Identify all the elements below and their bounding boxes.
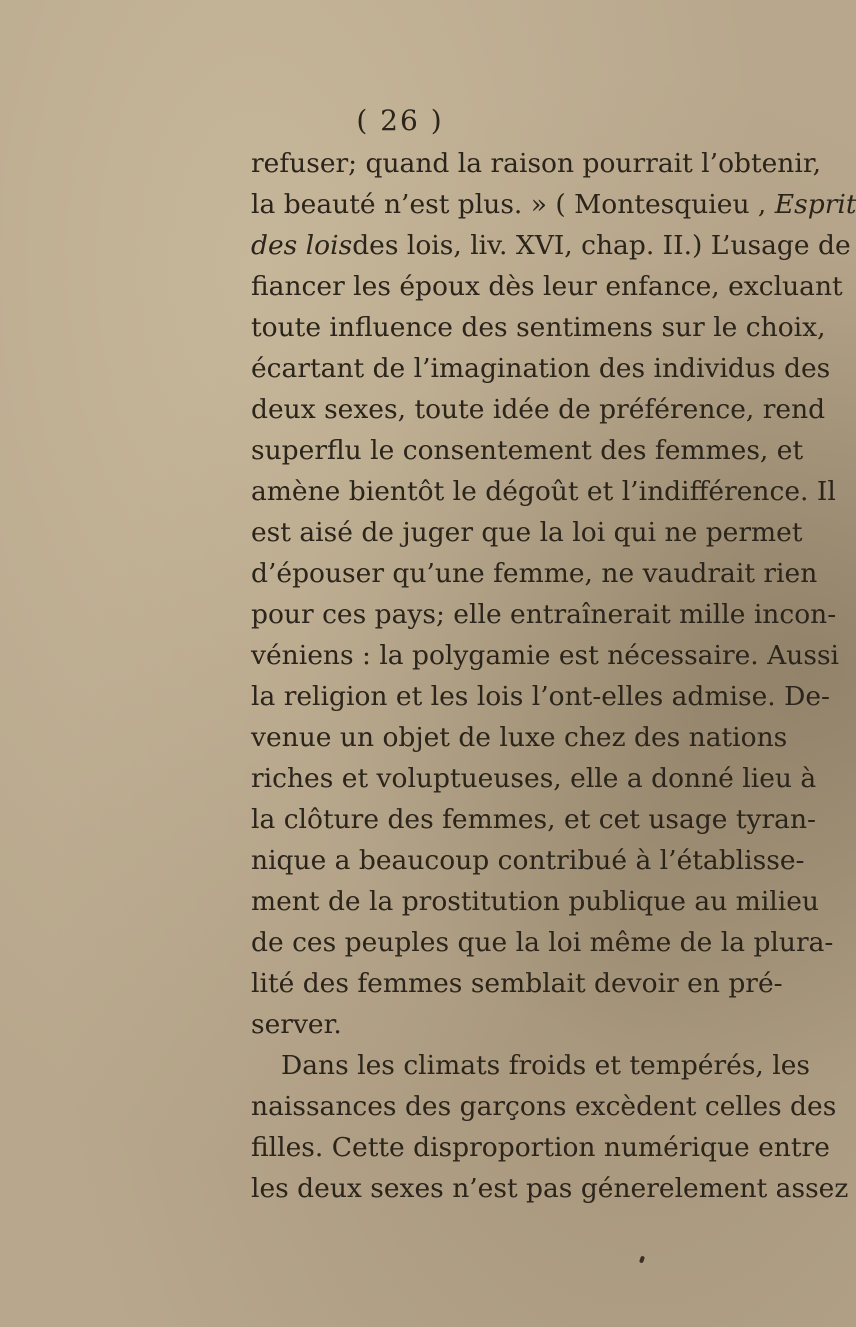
italic-word-des-lois: des lois [251,230,353,261]
italic-word-esprit: Esprit [774,189,856,220]
text-line: venue un objet de luxe chez des nations [251,722,788,753]
text-line: amène bientôt le dégoût et l’indifférence. Il [251,476,836,507]
text-line [251,184,856,225]
text-line: d’épouser qu’une femme, ne vaudrait rien [251,558,818,589]
text-line: lité des femmes semblait devoir en pré- [251,968,783,999]
text-line: la clôture des femmes, et cet usage tyran- [251,804,817,835]
text-line: les deux sexes n’est pas génerelement assez [251,1173,849,1204]
text-segment: des lois, liv. XVI, chap. II.) L’usage de [352,230,851,261]
text-line [251,225,851,266]
text-line: server. [251,1009,342,1040]
text-line: fiancer les époux dès leur enfance, excluant [251,271,843,302]
text-line: riches et voluptueuses, elle a donné lieu à [251,763,817,794]
text-line: écartant de l’imagination des individus des [251,353,831,384]
text-line: pour ces pays; elle entraînerait mille incon- [251,599,837,630]
text-line: naissances des garçons excèdent celles des [251,1091,837,1122]
text-line: la religion et les lois l’ont-elles admise. De- [251,681,830,712]
text-line: ment de la prostitution publique au milieu [251,886,819,917]
text-line: de ces peuples que la loi même de la plura- [251,927,834,958]
text-line: refuser; quand la raison pourrait l’obtenir, [251,148,822,179]
text-line: superflu le consentement des femmes, et [251,435,804,466]
ink-speck [639,1256,645,1264]
text-line: toute influence des sentimens sur le choix, [251,312,826,343]
text-line: filles. Cette disproportion numérique entre [251,1132,830,1163]
text-line: est aisé de juger que la loi qui ne permet [251,517,803,548]
text-line: véniens : la polygamie est nécessaire. Aussi [251,640,840,671]
body-text [251,143,856,1209]
text-line: deux sexes, toute idée de préférence, rend [251,394,826,425]
paragraph-start-line: Dans les climats froids et tempérés, les [281,1050,811,1081]
text-line: nique a beaucoup contribué à l’établisse- [251,845,805,876]
text-segment: la beauté n’est plus. » ( Montesquieu , [251,189,775,220]
page-number: ( 26 ) [356,104,444,137]
